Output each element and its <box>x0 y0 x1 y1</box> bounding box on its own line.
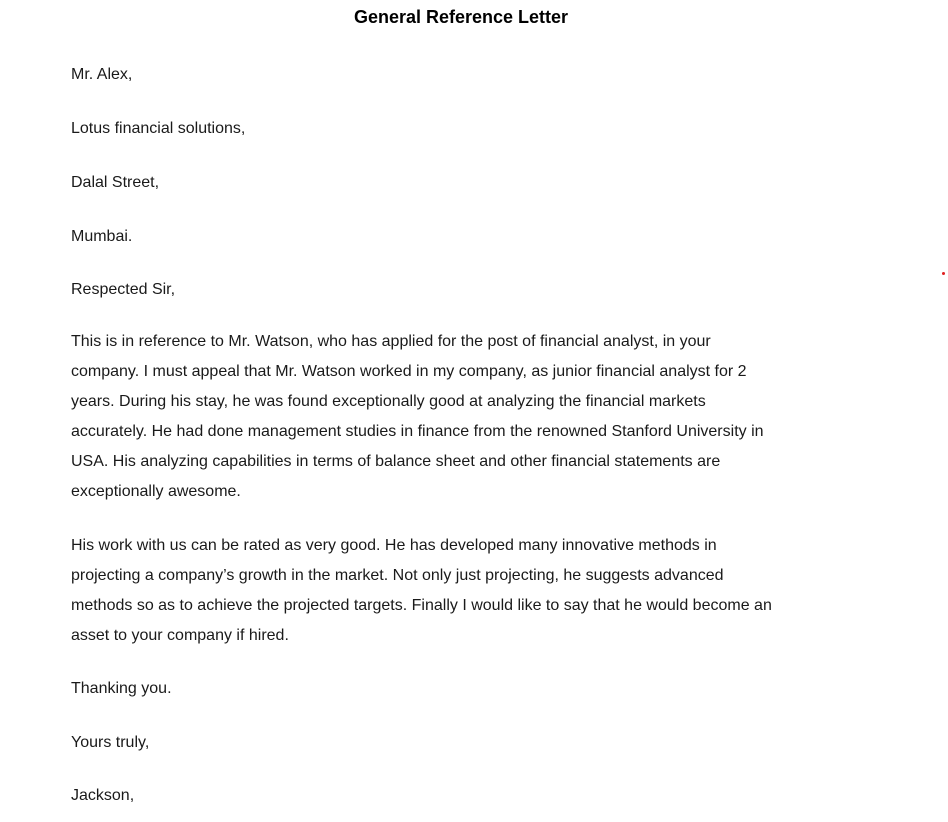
salutation: Respected Sir, <box>71 281 176 298</box>
paragraph-line: His work with us can be rated as very good. He has developed many innovative methods in <box>71 537 717 554</box>
body-paragraph-1 <box>71 327 871 507</box>
red-marker-dot <box>942 272 945 275</box>
paragraph-line: company. I must appeal that Mr. Watson worked in my company, as junior financial analyst for 2 <box>71 363 747 380</box>
recipient-company: Lotus financial solutions, <box>71 120 246 137</box>
recipient-name: Mr. Alex, <box>71 66 133 83</box>
paragraph-line: exceptionally awesome. <box>71 483 241 500</box>
body-paragraph-2 <box>71 531 871 651</box>
recipient-street: Dalal Street, <box>71 174 160 191</box>
paragraph-line: This is in reference to Mr. Watson, who has applied for the post of financial analyst, in your <box>71 333 711 350</box>
paragraph-line: projecting a company’s growth in the market. Not only just projecting, he suggests advanced <box>71 567 724 584</box>
thanks-line: Thanking you. <box>71 680 172 697</box>
closing-line: Yours truly, <box>71 734 150 751</box>
signature: Jackson, <box>71 787 135 804</box>
paragraph-line: methods so as to achieve the projected targets. Finally I would like to say that he would become an <box>71 597 772 614</box>
paragraph-line: years. During his stay, he was found exceptionally good at analyzing the financial markets <box>71 393 706 410</box>
page-title: General Reference Letter <box>353 7 569 27</box>
recipient-city: Mumbai. <box>71 228 133 245</box>
paragraph-line: accurately. He had done management studies in finance from the renowned Stanford University in <box>71 423 764 440</box>
paragraph-line: asset to your company if hired. <box>71 627 289 644</box>
paragraph-line: USA. His analyzing capabilities in terms of balance sheet and other financial statements are <box>71 453 721 470</box>
